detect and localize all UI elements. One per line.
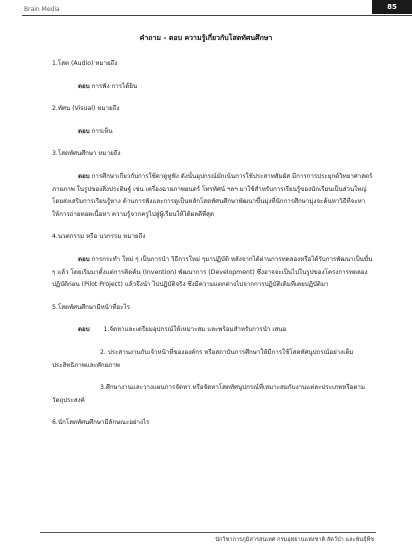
question-1: 1.โสต (Audio) หมายถึง bbox=[52, 60, 118, 67]
answer-keyword: ตอบ bbox=[78, 127, 90, 135]
qa-content bbox=[52, 58, 374, 440]
header-brand: Brain Media bbox=[24, 6, 60, 13]
header-divider bbox=[22, 15, 412, 16]
answer-text: การฟัง การได้ยิน bbox=[89, 82, 138, 90]
question-6: 6.นักโสตทัศนศึกษามีลักษณะอย่างไร bbox=[52, 419, 150, 427]
answer-keyword: ตอบ bbox=[78, 172, 90, 180]
answer-keyword: ตอบ bbox=[78, 82, 90, 90]
answer-5-item-1 bbox=[52, 324, 374, 337]
question-2: 2.ทัศน (Visual) หมายถึง bbox=[52, 105, 120, 113]
answer-text: การกระทำ ใหม่ ๆ เป็นการนำ วิธีการใหม่ ๆมาปฏิบัติ หลังจากได้ผ่านการทดลองหรือได้รับการพัฒนาเป็นขั้น ๆ แล้ว โดยเริ่มมาตั้งแต่การคิดค้น (Invention) พัฒนาการ (Development) ซึ่งอาจจะเป็นไปในรูปของโครงการทดลองปฏิบัติก่อน (Pilot Project) แล้วจึงนำ ไปปฏิบัติจริง ซึ่งมีความแตกต่างไปจากการปฏิบัติเดิมที่เคยปฏิบัติมา bbox=[52, 255, 373, 289]
answer-3 bbox=[52, 171, 374, 221]
answer-text: การเห็น bbox=[89, 127, 113, 135]
page-number-badge: 85 bbox=[372, 0, 412, 14]
answer-keyword: ตอบ bbox=[78, 326, 90, 334]
answer-5-item-3: 3.ศึกษางานและวางแผนการจัดหา หรือจัดหาโสตทัศนูปกรณ์ที่เหมาะสมกับงานแต่ละประเภทหรือตามวัตถุประสงค์ bbox=[52, 384, 365, 404]
question-4: 4.นวตกรรม หรือ นวกรรม หมายถึง bbox=[52, 233, 146, 241]
question-5: 5.โสตทัศนศึกษามีหน้าที่อะไร bbox=[52, 303, 130, 311]
answer-keyword: ตอบ bbox=[78, 255, 90, 263]
answer-4 bbox=[52, 254, 374, 292]
answer-2 bbox=[52, 126, 374, 139]
answer-1 bbox=[52, 81, 374, 94]
answer-5-item-2: 2. ประสานงานกับเจ้าหน้าที่ขององค์กร หรือสถาบันการศึกษาให้มีการใช้โสตทัศนูปกรณ์อย่างเต็มประสิทธิภาพและศักยภาพ bbox=[52, 348, 354, 369]
footer-divider bbox=[40, 532, 376, 533]
answer-text: 1.จัดหาและเตรียมอุปกรณ์ให้เหมาะสม และพร้อมสำหรับการนำ เสนอ bbox=[103, 326, 287, 334]
answer-text: การศึกษาเกี่ยวกับการใช้ตาดูหูฟัง ดังนั้นอุปกรณ์มักเน้นการใช้ประสาทสัมผัส มีการการประยุกต์วิทยาศาสตร์ภายภาพ ในรูปของสิ่งประดิษฐ์ เช่น เครื่องฉายภาพยนตร์ โทรทัศน์ ฯลฯ มาใช้สำหรับการเรียนรู้ของนักเรียนเป็นส่วนใหญ่ โดยส่งเสริมการเรียนรู้ทาง ด้านการฟังและการดูเป็นหลักโสตทัศนศึกษาพัฒนาขึ้นมุ่งที่นักการศึกษามุ่งจะค้นหาวิธีที่จะหา ให้การถ่ายทอดเนื้อหา ความรู้จากครูไปสู่ผู้เรียนให้ได้ผลดีที่สุด bbox=[52, 172, 373, 218]
footer-text: นักวิชาการภูมิสารสนเทศ กรมอุทยานแห่งชาติ สัตว์ป่า และพันธุ์พืช bbox=[215, 537, 374, 543]
page-title: คำถาม - ตอบ ความรู้เกี่ยวกับโสตทัศนศึกษา bbox=[139, 34, 273, 42]
question-3: 3.โสตทัศนศึกษา หมายถึง bbox=[52, 150, 121, 158]
